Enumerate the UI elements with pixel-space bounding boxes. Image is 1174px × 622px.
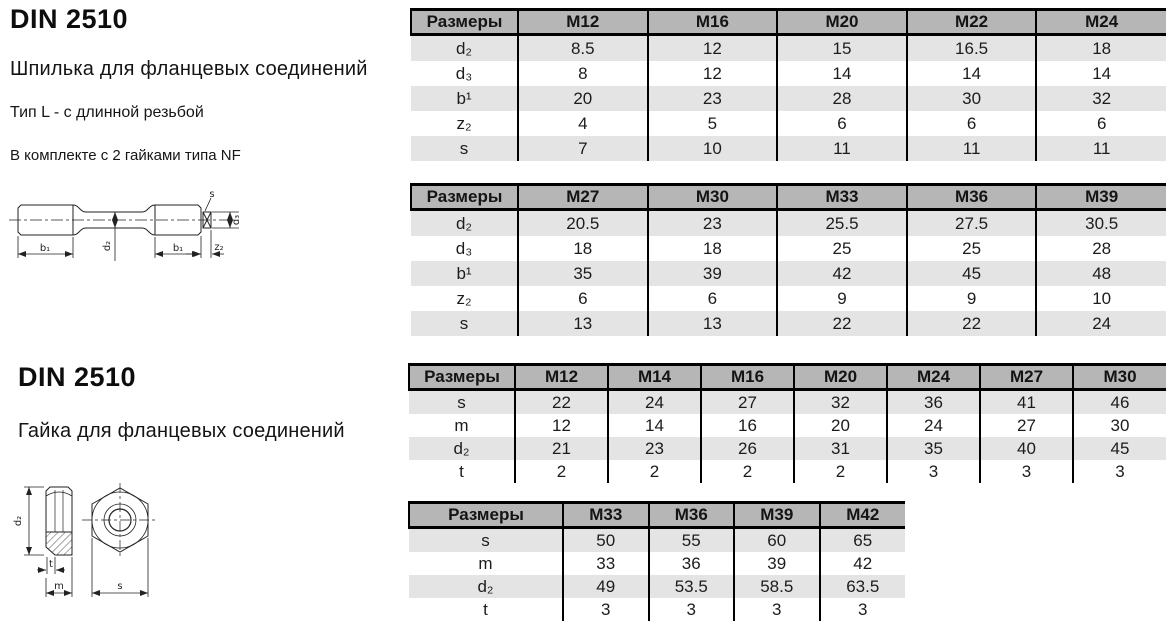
dimension-value-cell: 3 — [734, 598, 820, 621]
dimension-value-cell: 41 — [980, 390, 1073, 415]
dimension-value-cell: 25 — [777, 236, 907, 261]
dimension-value-cell: 6 — [1036, 111, 1166, 136]
dimension-value-cell: 42 — [820, 552, 906, 575]
dimension-value-cell: 24 — [608, 390, 701, 415]
stud-dim-label-b1-left: b₁ — [39, 243, 51, 254]
thread-size-header: M24 — [1036, 10, 1166, 35]
thread-size-header: M27 — [518, 185, 648, 210]
stud-technical-drawing — [8, 188, 248, 273]
table-header-row — [411, 185, 1166, 210]
dimension-value-cell: 30.5 — [1036, 210, 1166, 237]
dimension-value-cell: 8 — [518, 61, 648, 86]
dimension-value-cell: 23 — [648, 210, 778, 237]
dimension-row-label: s — [411, 311, 518, 336]
dimension-value-cell: 18 — [1036, 35, 1166, 62]
dimension-row-label: d₂ — [411, 35, 518, 62]
dimension-value-cell: 25.5 — [777, 210, 907, 237]
dimension-value-cell: 58.5 — [734, 575, 820, 598]
dimension-row-label: d₂ — [409, 437, 515, 460]
dimension-row-label: b¹ — [411, 261, 518, 286]
dimension-value-cell: 6 — [777, 111, 907, 136]
stud-dim-label-b1-right: b₁ — [172, 243, 184, 254]
dimension-value-cell: 15 — [777, 35, 907, 62]
table-row — [411, 86, 1166, 111]
table-row — [411, 286, 1166, 311]
nut-section-subtitle: Гайка для фланцевых соединений — [18, 420, 345, 442]
nut-dim-label-m: m — [54, 581, 64, 592]
size-corner-header: Размеры — [409, 503, 563, 528]
dimension-value-cell: 65 — [820, 528, 906, 553]
nut-dimensions-table-m33-m42 — [408, 501, 905, 621]
table-row — [409, 598, 905, 621]
dimension-value-cell: 39 — [734, 552, 820, 575]
dimension-value-cell: 6 — [518, 286, 648, 311]
dimension-row-label: d₃ — [455, 238, 473, 258]
dimension-value-cell: 3 — [887, 460, 980, 483]
thread-size-header: M24 — [887, 365, 980, 390]
dimension-row-label: s — [409, 390, 515, 415]
table-row — [409, 460, 1166, 483]
dimension-value-cell: 42 — [777, 261, 907, 286]
dimension-value-cell: 14 — [777, 61, 907, 86]
dimension-value-cell: 20.5 — [518, 210, 648, 237]
thread-size-header: M20 — [794, 365, 887, 390]
dimension-value-cell: 14 — [1036, 61, 1166, 86]
thread-size-header: M42 — [820, 503, 906, 528]
dimension-value-cell: 3 — [820, 598, 906, 621]
dimension-value-cell: 12 — [648, 35, 778, 62]
table-row — [411, 61, 1166, 86]
thread-size-header: M22 — [907, 10, 1037, 35]
dimension-value-cell: 2 — [608, 460, 701, 483]
table-row — [411, 311, 1166, 336]
dimension-value-cell: 18 — [648, 236, 778, 261]
dimension-value-cell: 9 — [777, 286, 907, 311]
table-header-row — [409, 503, 905, 528]
stud-type-note: Тип L - с длинной резьбой — [10, 104, 204, 121]
nut-technical-drawing — [8, 483, 173, 618]
thread-size-header: M14 — [608, 365, 701, 390]
size-corner-header: Размеры — [411, 185, 518, 210]
table-header-row — [411, 10, 1166, 35]
dimension-row-label: b¹ — [411, 86, 518, 111]
dimension-value-cell: 25 — [907, 236, 1037, 261]
dimension-value-cell: 35 — [518, 261, 648, 286]
thread-size-header: M16 — [648, 10, 778, 35]
thread-size-header: M36 — [907, 185, 1037, 210]
table-row — [409, 414, 1166, 437]
dimension-value-cell: 21 — [515, 437, 608, 460]
size-corner-header: Размеры — [409, 365, 515, 390]
dimension-value-cell: 20 — [794, 414, 887, 437]
stud-dimensions-table-m12-m24 — [410, 8, 1166, 161]
dimension-value-cell: 9 — [907, 286, 1037, 311]
dimension-value-cell: 27 — [701, 390, 794, 415]
table-row — [411, 261, 1166, 286]
nut-dim-label-s: s — [117, 581, 123, 592]
dimension-row-label: t — [483, 599, 488, 619]
thread-size-header: M33 — [563, 503, 649, 528]
dimension-value-cell: 2 — [515, 460, 608, 483]
thread-size-header: M39 — [1036, 185, 1166, 210]
dimension-value-cell: 55 — [649, 528, 735, 553]
thread-size-header: M12 — [518, 10, 648, 35]
dimension-value-cell: 11 — [1036, 136, 1166, 161]
dimension-value-cell: 3 — [980, 460, 1073, 483]
dimension-value-cell: 50 — [563, 528, 649, 553]
dimension-value-cell: 32 — [794, 390, 887, 415]
dimension-value-cell: 35 — [887, 437, 980, 460]
dimension-value-cell: 53.5 — [649, 575, 735, 598]
dimension-value-cell: 40 — [980, 437, 1073, 460]
thread-size-header: M30 — [1073, 365, 1166, 390]
dimension-value-cell: 30 — [907, 86, 1037, 111]
dimension-value-cell: 32 — [1036, 86, 1166, 111]
dimension-value-cell: 28 — [1036, 236, 1166, 261]
table-row — [411, 35, 1166, 62]
thread-size-header: M39 — [734, 503, 820, 528]
dimension-value-cell: 14 — [608, 414, 701, 437]
dimension-value-cell: 48 — [1036, 261, 1166, 286]
thread-size-header: M20 — [777, 10, 907, 35]
stud-dimensions-table-m27-m39 — [410, 183, 1166, 336]
table-row — [409, 437, 1166, 460]
dimension-value-cell: 22 — [907, 311, 1037, 336]
dimension-value-cell: 33 — [563, 552, 649, 575]
dimension-value-cell: 22 — [515, 390, 608, 415]
dimension-value-cell: 5 — [648, 111, 778, 136]
dimension-value-cell: 27.5 — [907, 210, 1037, 237]
dimension-value-cell: 16 — [701, 414, 794, 437]
stud-dim-label-s: s — [209, 189, 215, 200]
dimension-value-cell: 6 — [907, 111, 1037, 136]
dimension-value-cell: 24 — [887, 414, 980, 437]
dimension-value-cell: 31 — [794, 437, 887, 460]
dimension-row-label: s — [409, 528, 563, 553]
dimension-value-cell: 45 — [907, 261, 1037, 286]
dimension-value-cell: 46 — [1073, 390, 1166, 415]
nut-section-title: DIN 2510 — [18, 362, 137, 392]
dimension-value-cell: 3 — [1073, 460, 1166, 483]
stud-dim-label-d3: d₃ — [231, 214, 242, 226]
dimension-value-cell: 2 — [701, 460, 794, 483]
dimension-value-cell: 13 — [648, 311, 778, 336]
table-row — [411, 210, 1166, 237]
dimension-value-cell: 28 — [777, 86, 907, 111]
table-row — [409, 390, 1166, 415]
dimension-value-cell: 22 — [777, 311, 907, 336]
dimension-row-label: d₂ — [411, 210, 518, 237]
dimension-value-cell: 36 — [649, 552, 735, 575]
table-row — [409, 552, 905, 575]
dimension-value-cell: 26 — [701, 437, 794, 460]
dimension-value-cell: 36 — [887, 390, 980, 415]
dimension-row-label: z₂ — [456, 113, 472, 133]
thread-size-header: M36 — [649, 503, 735, 528]
dimension-row-label: m — [454, 415, 469, 435]
thread-size-header: M16 — [701, 365, 794, 390]
dimension-value-cell: 27 — [980, 414, 1073, 437]
dimension-value-cell: 60 — [734, 528, 820, 553]
dimension-value-cell: 8.5 — [518, 35, 648, 62]
dimension-row-label: t — [459, 461, 464, 481]
dimension-row-label: s — [411, 136, 518, 161]
table-row — [411, 136, 1166, 161]
dimension-row-label: d₂ — [409, 575, 563, 598]
thread-size-header: M12 — [515, 365, 608, 390]
nut-dimensions-table-m12-m30 — [408, 363, 1166, 483]
dimension-value-cell: 3 — [563, 598, 649, 621]
stud-dim-label-z2: z₂ — [214, 242, 224, 253]
dimension-value-cell: 7 — [518, 136, 648, 161]
dimension-value-cell: 63.5 — [820, 575, 906, 598]
stud-kit-note: В комплекте с 2 гайками типа NF — [10, 147, 241, 164]
table-row — [411, 111, 1166, 136]
size-corner-header: Размеры — [411, 10, 518, 35]
dimension-value-cell: 13 — [518, 311, 648, 336]
table-header-row — [409, 365, 1166, 390]
dimension-value-cell: 16.5 — [907, 35, 1037, 62]
dimension-value-cell: 49 — [563, 575, 649, 598]
dimension-value-cell: 10 — [648, 136, 778, 161]
dimension-row-label: d₃ — [455, 63, 473, 83]
dimension-value-cell: 12 — [515, 414, 608, 437]
dimension-value-cell: 11 — [777, 136, 907, 161]
dimension-value-cell: 4 — [518, 111, 648, 136]
dimension-value-cell: 2 — [794, 460, 887, 483]
thread-size-header: M30 — [648, 185, 778, 210]
dimension-value-cell: 3 — [649, 598, 735, 621]
dimension-value-cell: 18 — [518, 236, 648, 261]
table-row — [409, 575, 905, 598]
thread-size-header: M33 — [777, 185, 907, 210]
stud-dim-label-d2: d₂ — [102, 240, 113, 252]
thread-size-header: M27 — [980, 365, 1073, 390]
nut-dim-label-d2: d₂ — [13, 515, 24, 527]
dimension-value-cell: 14 — [907, 61, 1037, 86]
dimension-value-cell: 20 — [518, 86, 648, 111]
nut-dim-label-t: t — [49, 559, 53, 570]
dimension-value-cell: 24 — [1036, 311, 1166, 336]
dimension-value-cell: 39 — [648, 261, 778, 286]
nut-collar-section — [46, 532, 72, 555]
stud-section-subtitle: Шпилька для фланцевых соединений — [10, 58, 368, 80]
dimension-value-cell: 10 — [1036, 286, 1166, 311]
dimension-value-cell: 11 — [907, 136, 1037, 161]
table-row — [409, 528, 905, 553]
stud-section-title: DIN 2510 — [10, 4, 129, 34]
dimension-value-cell: 12 — [648, 61, 778, 86]
dimension-value-cell: 23 — [648, 86, 778, 111]
dimension-row-label: m — [478, 553, 493, 573]
table-row — [411, 236, 1166, 261]
dimension-value-cell: 45 — [1073, 437, 1166, 460]
dimension-value-cell: 30 — [1073, 414, 1166, 437]
dimension-value-cell: 6 — [648, 286, 778, 311]
dimension-value-cell: 23 — [608, 437, 701, 460]
dimension-row-label: z₂ — [456, 288, 472, 308]
